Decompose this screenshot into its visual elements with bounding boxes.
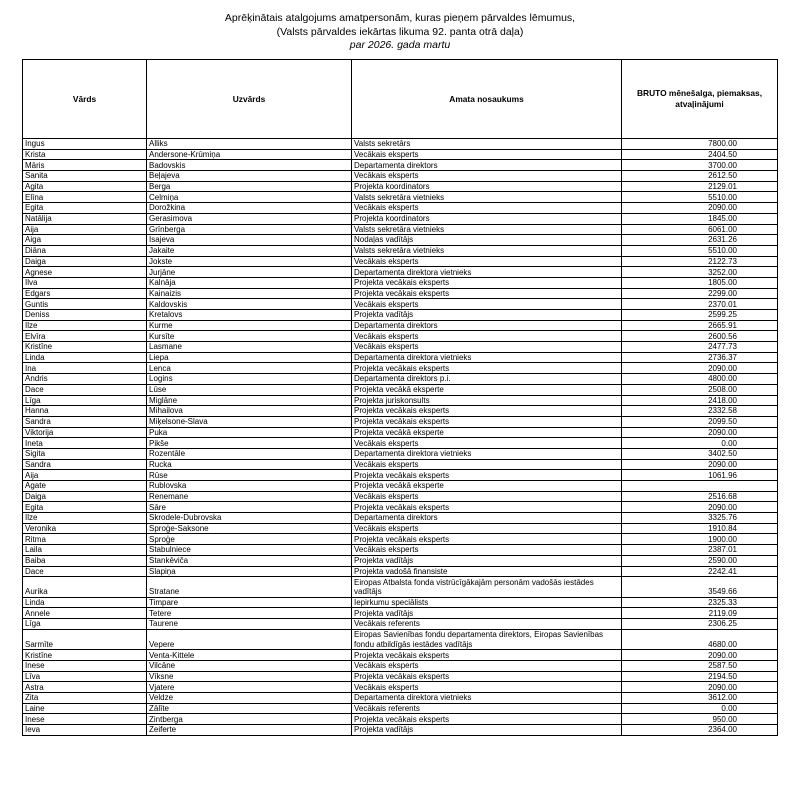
table-row (23, 352, 778, 363)
position-cell: Vecākais eksperts (352, 171, 622, 182)
amount-cell: 0.00 (622, 438, 778, 449)
position-cell: Valsts sekretārs (352, 139, 622, 150)
first-name-cell: Ingus (23, 139, 147, 150)
position-cell: Valsts sekretāra vietnieks (352, 245, 622, 256)
table-row (23, 235, 778, 246)
position-cell: Departamenta direktora vietnieks (352, 693, 622, 704)
first-name-cell: Deniss (23, 310, 147, 321)
first-name-cell: Ilze (23, 513, 147, 524)
position-cell: Projekta vecākais eksperts (352, 470, 622, 481)
amount-cell: 2631.26 (622, 235, 778, 246)
last-name-cell: Rublovska (147, 481, 352, 492)
last-name-cell: Beļajeva (147, 171, 352, 182)
amount-cell: 2325.33 (622, 597, 778, 608)
amount-cell: 4680.00 (622, 629, 778, 650)
last-name-cell: Andersone-Krūmiņa (147, 149, 352, 160)
table-row (23, 149, 778, 160)
amount-cell: 6061.00 (622, 224, 778, 235)
last-name-cell: Kurme (147, 320, 352, 331)
table-row (23, 342, 778, 353)
first-name-cell: Agita (23, 181, 147, 192)
position-cell: Eiropas Atbalsta fonda vistrūcīgākajām personām vadošās iestādes vadītājs (352, 577, 622, 598)
amount-cell: 1910.84 (622, 523, 778, 534)
first-name-cell: Natālija (23, 213, 147, 224)
last-name-cell: Celmiņa (147, 192, 352, 203)
position-cell: Valsts sekretāra vietnieks (352, 224, 622, 235)
position-cell: Vecākais eksperts (352, 682, 622, 693)
table-row (23, 660, 778, 671)
position-cell: Projekta vadītājs (352, 310, 622, 321)
amount-cell: 2090.00 (622, 650, 778, 661)
last-name-cell: Stratane (147, 577, 352, 598)
position-cell: Eiropas Savienības fondu departamenta direktors, Eiropas Savienības fondu atbildīgās iestādes vadītājs (352, 629, 622, 650)
first-name-cell: Edgars (23, 288, 147, 299)
first-name-cell: Hanna (23, 406, 147, 417)
first-name-cell: Inese (23, 714, 147, 725)
amount-cell: 2090.00 (622, 427, 778, 438)
table-row (23, 224, 778, 235)
first-name-cell: Egita (23, 502, 147, 513)
last-name-cell: Miglāne (147, 395, 352, 406)
column-header-position: Amata nosaukums (352, 60, 622, 139)
table-row (23, 650, 778, 661)
position-cell: Vecākais referents (352, 619, 622, 630)
amount-cell: 2194.50 (622, 671, 778, 682)
title-line-1: Aprēķinātais atalgojums amatpersonām, kuras pieņem pārvaldes lēmumus, (224, 12, 576, 24)
table-row (23, 277, 778, 288)
table-row (23, 256, 778, 267)
table-row (23, 597, 778, 608)
table-row (23, 395, 778, 406)
table-row (23, 181, 778, 192)
title-period: par 2026. gada martu (349, 39, 451, 51)
last-name-cell: Timpare (147, 597, 352, 608)
amount-cell: 3700.00 (622, 160, 778, 171)
salary-table (22, 59, 778, 736)
amount-cell: 5510.00 (622, 192, 778, 203)
amount-cell: 2122.73 (622, 256, 778, 267)
table-row (23, 406, 778, 417)
last-name-cell: Kainaizis (147, 288, 352, 299)
table-row (23, 555, 778, 566)
first-name-cell: Līga (23, 395, 147, 406)
first-name-cell: Māris (23, 160, 147, 171)
amount-cell: 2590.00 (622, 555, 778, 566)
amount-cell: 3549.66 (622, 577, 778, 598)
table-row (23, 470, 778, 481)
position-cell: Vecākais eksperts (352, 660, 622, 671)
table-row (23, 438, 778, 449)
last-name-cell: Rūse (147, 470, 352, 481)
last-name-cell: Slapiņa (147, 566, 352, 577)
amount-cell: 2508.00 (622, 384, 778, 395)
first-name-cell: Elīna (23, 192, 147, 203)
table-row (23, 299, 778, 310)
first-name-cell: Linda (23, 352, 147, 363)
position-cell: Departamenta direktora vietnieks (352, 267, 622, 278)
first-name-cell: Laine (23, 703, 147, 714)
last-name-cell: Kursīte (147, 331, 352, 342)
last-name-cell: Kalnāja (147, 277, 352, 288)
table-row (23, 502, 778, 513)
table-row (23, 577, 778, 598)
table-row (23, 534, 778, 545)
first-name-cell: Agnese (23, 267, 147, 278)
table-row (23, 608, 778, 619)
position-cell: Projekta vecākais eksperts (352, 288, 622, 299)
first-name-cell: Aija (23, 224, 147, 235)
last-name-cell: Venta-Kittele (147, 650, 352, 661)
column-header-first-name: Vārds (23, 60, 147, 139)
last-name-cell: Miķelsone-Slava (147, 416, 352, 427)
amount-cell: 2370.01 (622, 299, 778, 310)
first-name-cell: Linda (23, 597, 147, 608)
position-cell: Projekta koordinators (352, 181, 622, 192)
last-name-cell: Sāre (147, 502, 352, 513)
last-name-cell: Veldze (147, 693, 352, 704)
amount-cell: 1805.00 (622, 277, 778, 288)
position-cell: Vecākais referents (352, 703, 622, 714)
first-name-cell: Aurika (23, 577, 147, 598)
amount-cell: 3612.00 (622, 693, 778, 704)
first-name-cell: Diāna (23, 245, 147, 256)
table-row (23, 331, 778, 342)
amount-cell: 5510.00 (622, 245, 778, 256)
last-name-cell: Zintberga (147, 714, 352, 725)
position-cell: Projekta vecākais eksperts (352, 406, 622, 417)
column-header-gross-salary: BRUTO mēnešalga, piemaksas, atvaļinājumi (622, 60, 778, 139)
position-cell: Projekta vecākais eksperts (352, 277, 622, 288)
table-row (23, 619, 778, 630)
position-cell: Departamenta direktors (352, 513, 622, 524)
first-name-cell: Dace (23, 384, 147, 395)
amount-cell: 950.00 (622, 714, 778, 725)
position-cell: Projekta vadošā finansiste (352, 566, 622, 577)
amount-cell: 7800.00 (622, 139, 778, 150)
position-cell: Projekta vecākā eksperte (352, 427, 622, 438)
position-cell: Projekta vadītājs (352, 555, 622, 566)
position-cell: Vecākais eksperts (352, 203, 622, 214)
last-name-cell: Grīnberga (147, 224, 352, 235)
amount-cell: 3252.00 (622, 267, 778, 278)
first-name-cell: Aiga (23, 235, 147, 246)
last-name-cell: Puka (147, 427, 352, 438)
position-cell: Projekta vecākais eksperts (352, 714, 622, 725)
position-cell: Vecākais eksperts (352, 299, 622, 310)
position-cell: Departamenta direktors (352, 320, 622, 331)
first-name-cell: Aija (23, 470, 147, 481)
position-cell: Projekta vecākais eksperts (352, 671, 622, 682)
position-cell: Projekta vadītājs (352, 608, 622, 619)
last-name-cell: Lenca (147, 363, 352, 374)
last-name-cell: Dorožkina (147, 203, 352, 214)
position-cell: Departamenta direktora vietnieks (352, 352, 622, 363)
last-name-cell: Sproģe (147, 534, 352, 545)
first-name-cell: Guntis (23, 299, 147, 310)
table-row (23, 545, 778, 556)
table-row (23, 288, 778, 299)
first-name-cell: Inese (23, 660, 147, 671)
table-row (23, 320, 778, 331)
first-name-cell: Līga (23, 619, 147, 630)
first-name-cell: Baiba (23, 555, 147, 566)
table-header-row (23, 60, 778, 139)
last-name-cell: Jakaite (147, 245, 352, 256)
table-row (23, 671, 778, 682)
position-cell: Projekta vadītājs (352, 725, 622, 736)
table-row (23, 459, 778, 470)
first-name-cell: Sigita (23, 448, 147, 459)
table-row (23, 703, 778, 714)
amount-cell: 2587.50 (622, 660, 778, 671)
table-row (23, 171, 778, 182)
amount-cell: 2099.50 (622, 416, 778, 427)
last-name-cell: Liepa (147, 352, 352, 363)
first-name-cell: Annele (23, 608, 147, 619)
amount-cell: 2516.68 (622, 491, 778, 502)
last-name-cell: Isajeva (147, 235, 352, 246)
first-name-cell: Sandra (23, 459, 147, 470)
first-name-cell: Sarmīte (23, 629, 147, 650)
table-row (23, 725, 778, 736)
position-cell: Projekta koordinators (352, 213, 622, 224)
amount-cell: 2612.50 (622, 171, 778, 182)
table-row (23, 523, 778, 534)
last-name-cell: Pikše (147, 438, 352, 449)
first-name-cell: Sandra (23, 416, 147, 427)
last-name-cell: Logins (147, 374, 352, 385)
table-row (23, 566, 778, 577)
amount-cell: 2600.56 (622, 331, 778, 342)
last-name-cell: Stabulniece (147, 545, 352, 556)
position-cell: Projekta vecākais eksperts (352, 363, 622, 374)
first-name-cell: Daiga (23, 491, 147, 502)
last-name-cell: Vepere (147, 629, 352, 650)
amount-cell: 1900.00 (622, 534, 778, 545)
first-name-cell: Kristīne (23, 342, 147, 353)
position-cell: Projekta vecākā eksperte (352, 384, 622, 395)
position-cell: Iepirkumu speciālists (352, 597, 622, 608)
first-name-cell: Veronika (23, 523, 147, 534)
table-row (23, 363, 778, 374)
document-title (0, 12, 800, 53)
table-row (23, 192, 778, 203)
amount-cell: 3402.50 (622, 448, 778, 459)
amount-cell: 2090.00 (622, 363, 778, 374)
last-name-cell: Alliks (147, 139, 352, 150)
position-cell: Projekta vecākais eksperts (352, 650, 622, 661)
last-name-cell: Skrodele-Dubrovska (147, 513, 352, 524)
last-name-cell: Gerasimova (147, 213, 352, 224)
amount-cell: 1061.96 (622, 470, 778, 481)
first-name-cell: Ilva (23, 277, 147, 288)
first-name-cell: Egita (23, 203, 147, 214)
first-name-cell: Līva (23, 671, 147, 682)
position-cell: Departamenta direktors p.i. (352, 374, 622, 385)
last-name-cell: Badovskis (147, 160, 352, 171)
position-cell: Departamenta direktora vietnieks (352, 448, 622, 459)
first-name-cell: Zita (23, 693, 147, 704)
last-name-cell: Vjatere (147, 682, 352, 693)
last-name-cell: Lasmane (147, 342, 352, 353)
amount-cell: 2477.73 (622, 342, 778, 353)
first-name-cell: Ina (23, 363, 147, 374)
table-body (23, 139, 778, 736)
position-cell: Vecākais eksperts (352, 342, 622, 353)
table-row (23, 629, 778, 650)
table-row (23, 245, 778, 256)
table-row (23, 682, 778, 693)
last-name-cell: Vilcāne (147, 660, 352, 671)
last-name-cell: Renemane (147, 491, 352, 502)
amount-cell: 2090.00 (622, 459, 778, 470)
first-name-cell: Ilze (23, 320, 147, 331)
table-row (23, 427, 778, 438)
table-row (23, 267, 778, 278)
amount-cell: 2299.00 (622, 288, 778, 299)
position-cell: Projekta vecākais eksperts (352, 502, 622, 513)
amount-cell (622, 481, 778, 492)
table-row (23, 491, 778, 502)
position-cell: Projekta vecākais eksperts (352, 534, 622, 545)
table-row (23, 203, 778, 214)
last-name-cell: Mihailova (147, 406, 352, 417)
amount-cell: 2599.25 (622, 310, 778, 321)
amount-cell: 2404.50 (622, 149, 778, 160)
last-name-cell: Jurjāne (147, 267, 352, 278)
last-name-cell: Kretalovs (147, 310, 352, 321)
first-name-cell: Ieva (23, 725, 147, 736)
position-cell: Projekta vecākā eksperte (352, 481, 622, 492)
position-cell: Vecākais eksperts (352, 438, 622, 449)
position-cell: Projekta vecākais eksperts (352, 416, 622, 427)
last-name-cell: Zālīte (147, 703, 352, 714)
last-name-cell: Berga (147, 181, 352, 192)
last-name-cell: Rucka (147, 459, 352, 470)
amount-cell: 0.00 (622, 703, 778, 714)
amount-cell: 2418.00 (622, 395, 778, 406)
amount-cell: 2387.01 (622, 545, 778, 556)
last-name-cell: Taurene (147, 619, 352, 630)
position-cell: Vecākais eksperts (352, 459, 622, 470)
last-name-cell: Zeiferte (147, 725, 352, 736)
amount-cell: 2364.00 (622, 725, 778, 736)
last-name-cell: Rozentāle (147, 448, 352, 459)
first-name-cell: Krista (23, 149, 147, 160)
position-cell: Vecākais eksperts (352, 491, 622, 502)
first-name-cell: Ritma (23, 534, 147, 545)
amount-cell: 2736.37 (622, 352, 778, 363)
amount-cell: 2306.25 (622, 619, 778, 630)
table-row (23, 139, 778, 150)
column-header-last-name: Uzvārds (147, 60, 352, 139)
first-name-cell: Daiga (23, 256, 147, 267)
amount-cell: 2090.00 (622, 203, 778, 214)
amount-cell: 2119.09 (622, 608, 778, 619)
first-name-cell: Laila (23, 545, 147, 556)
last-name-cell: Lūse (147, 384, 352, 395)
position-cell: Vecākais eksperts (352, 331, 622, 342)
amount-cell: 2129.01 (622, 181, 778, 192)
table-row (23, 448, 778, 459)
table-row (23, 416, 778, 427)
table-row (23, 513, 778, 524)
first-name-cell: Sanita (23, 171, 147, 182)
table-row (23, 693, 778, 704)
first-name-cell: Astra (23, 682, 147, 693)
amount-cell: 1845.00 (622, 213, 778, 224)
position-cell: Projekta juriskonsults (352, 395, 622, 406)
position-cell: Vecākais eksperts (352, 545, 622, 556)
table-row (23, 384, 778, 395)
table-row (23, 310, 778, 321)
first-name-cell: Ineta (23, 438, 147, 449)
last-name-cell: Vīksne (147, 671, 352, 682)
table-row (23, 481, 778, 492)
title-line-2: (Valsts pārvaldes iekārtas likuma 92. panta otrā daļa) (276, 25, 524, 38)
last-name-cell: Jokste (147, 256, 352, 267)
last-name-cell: Kaldovskis (147, 299, 352, 310)
first-name-cell: Dace (23, 566, 147, 577)
amount-cell: 2242.41 (622, 566, 778, 577)
table-row (23, 714, 778, 725)
position-cell: Vecākais eksperts (352, 149, 622, 160)
table-row (23, 160, 778, 171)
amount-cell: 3325.76 (622, 513, 778, 524)
first-name-cell: Elvīra (23, 331, 147, 342)
table-row (23, 213, 778, 224)
amount-cell: 2090.00 (622, 502, 778, 513)
position-cell: Valsts sekretāra vietnieks (352, 192, 622, 203)
amount-cell: 2332.58 (622, 406, 778, 417)
position-cell: Vecākais eksperts (352, 523, 622, 534)
first-name-cell: Agate (23, 481, 147, 492)
position-cell: Vecākais eksperts (352, 256, 622, 267)
position-cell: Departamenta direktors (352, 160, 622, 171)
amount-cell: 4800.00 (622, 374, 778, 385)
amount-cell: 2665.91 (622, 320, 778, 331)
last-name-cell: Sproģe-Saksone (147, 523, 352, 534)
first-name-cell: Andris (23, 374, 147, 385)
first-name-cell: Kristīne (23, 650, 147, 661)
first-name-cell: Viktorija (23, 427, 147, 438)
table-row (23, 374, 778, 385)
last-name-cell: Tetere (147, 608, 352, 619)
position-cell: Nodaļas vadītājs (352, 235, 622, 246)
amount-cell: 2090.00 (622, 682, 778, 693)
last-name-cell: Stankēviča (147, 555, 352, 566)
